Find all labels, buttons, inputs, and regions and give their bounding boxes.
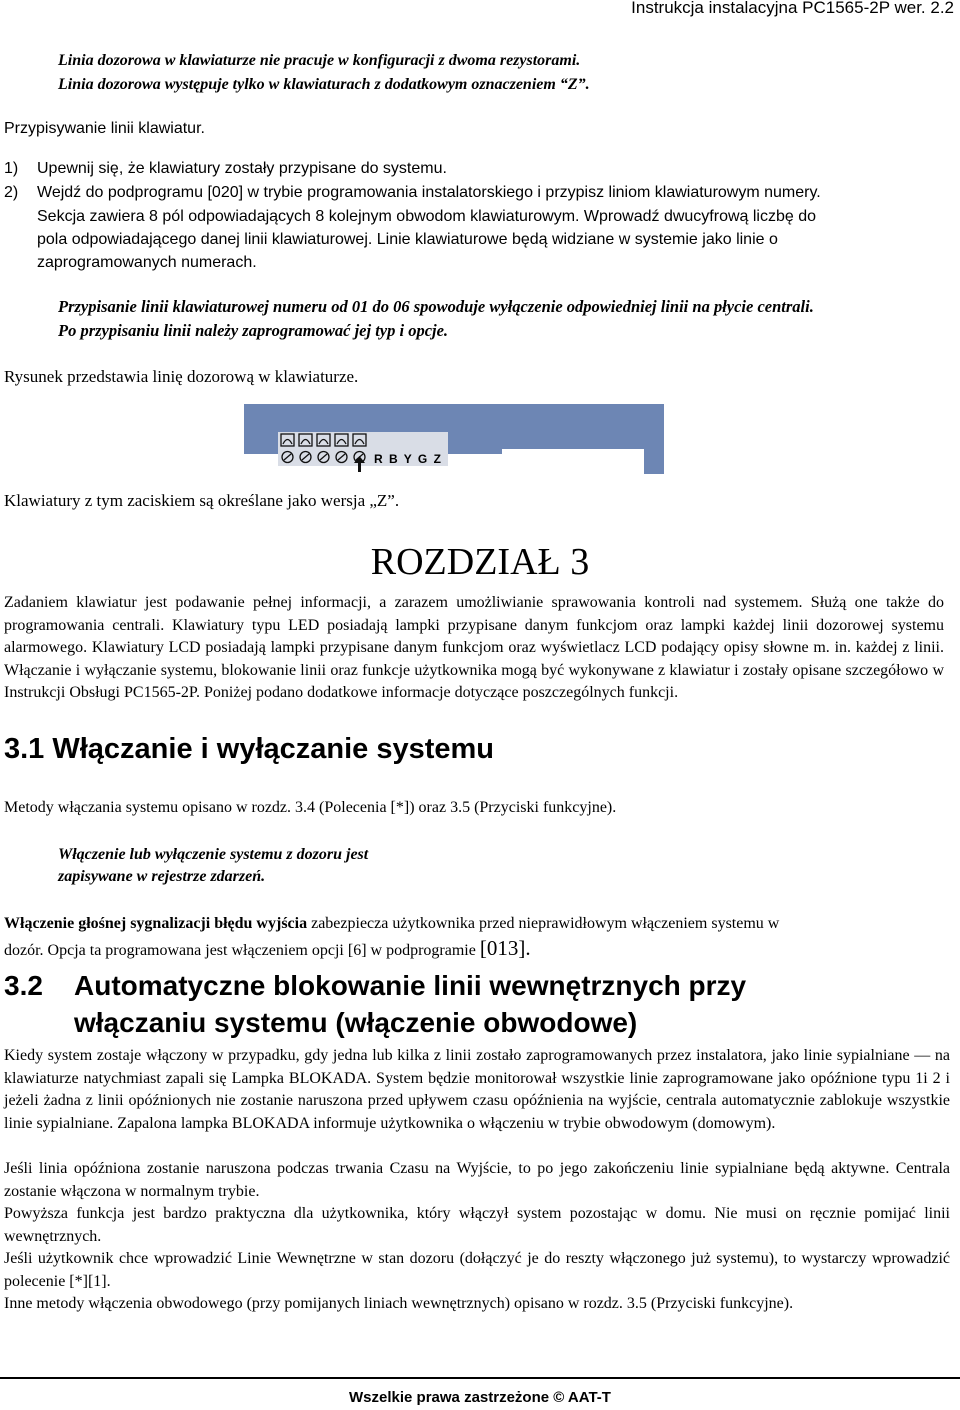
assign-heading: Przypisywanie linii klawiatur. — [4, 120, 205, 137]
footer-copyright: Wszelkie prawa zastrzeżone © AAT-T — [349, 1389, 611, 1406]
step-2-number: 2) — [4, 184, 19, 201]
section-3-2-p4: Jeśli użytkownik chce wprowadzić Linie Wewnętrzne w stan dozoru (dołączyć je do reszty włączonego już systemu), to wystarczy wprowadzić polecenie [*][1]. — [4, 1250, 950, 1290]
step-2-line-1: Wejdź do podprogramu [020] w trybie programowania instalatorskiego i przypisz liniom klawiaturowym numery. — [37, 184, 821, 201]
figure-caption-after: Klawiatury z tym zaciskiem są określane jako wersja „Z”. — [4, 491, 400, 510]
section-3-2-p5: Inne metody włączenia obwodowego (przy pomijanych liniach wewnętrznych) opisano w rozdz. 3.5 (Przyciski funkcyjne). — [4, 1295, 794, 1312]
section-3-1-note-line-1: Włączenie lub wyłączenie systemu z dozoru jest — [58, 846, 369, 863]
note2-line-1: Przypisanie linii klawiaturowej numeru od 01 do 06 spowoduje wyłączenie odpowiedniej linii na płycie centrali. — [58, 297, 814, 316]
section-3-1-note-line-2: zapisywane w rejestrze zdarzeń. — [58, 868, 266, 885]
section-3-1-p2-rest: zabezpiecza użytkownika przed nieprawidłowym włączeniem systemu w — [307, 915, 780, 932]
step-1-text: Upewnij się, że klawiatury zostały przypisane do systemu. — [37, 160, 447, 177]
section-3-2-p1: Kiedy system zostaje włączony w przypadku, gdy jedna lub kilka z linii zostało zaprogramowanych przez instalatora, jako linie sypialniane — na klawiaturze natychmiast zapali się Lampka BLOKADA. System będzie monitorował wszystkie linie zaprogramowane jako opóźnione typu 1i 2 i jeżeli żadna z linii opóźnionych nie zostanie naruszona przed upływem czasu opóźnienia na wyjście, centrala automatycznie zablokuje wszystkie linie sypialniane. Zapalona lampka BLOKADA informuje użytkownika o włączeniu w trybie obwodowym (domowym). — [4, 1047, 950, 1132]
section-3-1-p2-text: dozór. Opcja ta programowana jest włączeniem opcji [6] w podprogramie — [4, 942, 480, 959]
terminal-figure-svg — [244, 404, 664, 474]
section-3-2-number: 3.2 — [4, 970, 43, 1001]
section-3-1-p2-line-2 — [4, 937, 531, 963]
footer-divider — [0, 1377, 960, 1379]
section-3-2-title-line-1: Automatyczne blokowanie linii wewnętrznych przy — [74, 970, 747, 1001]
step-2-line-4: zaprogramowanych numerach. — [37, 254, 257, 271]
figure-caption-before: Rysunek przedstawia linię dozorową w klawiaturze. — [4, 367, 359, 386]
chapter-title: ROZDZIAŁ 3 — [370, 541, 590, 583]
section-3-2-title-line-2: włączaniu systemu (włączenie obwodowe) — [74, 1007, 638, 1038]
terminal-label: R B Y G Z — [374, 452, 443, 466]
chapter-intro: Zadaniem klawiatur jest podawanie pełnej informacji, a zarazem umożliwianie sprawowania kontroli nad systemem. Służą one także do programowania centrali. Klawiatury typu LED posiadają lampki przypisane danym funkcjom oraz lampki każdej linii dozorowej systemu alarmowego. Klawiatury LCD posiadają lampki przypisane danym funkcjom oraz wyświetlacz LCD podający opisy słowne m. in. każdej z linii. Włączanie i wyłączanie systemu, blokowanie linii oraz funkcje użytkownika mogą być wykonywane z klawiatur i zostały opisane szczegółowo w Instrukcji Obsługi PC1565-2P. Poniżej podano dodatkowe informacje dotyczące poszczególnych funkcji. — [4, 594, 944, 701]
note2-line-2: Po przypisaniu linii należy zaprogramować jej typ i opcje. — [58, 321, 449, 340]
step-2-line-2: Sekcja zawiera 8 pól odpowiadających 8 kolejnym obwodom klawiaturowym. Wprowadź dwucyfrową liczbę do — [37, 208, 817, 225]
step-2-line-3: pola odpowiadającego danej linii klawiaturowej. Linie klawiaturowe będą widziane w systemie jako linie o — [37, 231, 778, 248]
note-line-1: Linia dozorowa w klawiaturze nie pracuje w konfiguracji z dwoma rezystorami. — [58, 52, 581, 69]
section-3-2-p2: Jeśli linia opóźniona zostanie naruszona podczas trwania Czasu na Wyjście, to po jego zakończeniu linie sypialniane będą aktywne. Centrala zostanie włączona w normalnym trybie. — [4, 1160, 950, 1200]
step-1-number: 1) — [4, 160, 19, 177]
note-line-2: Linia dozorowa występuje tylko w klawiaturach z dodatkowym oznaczeniem “Z”. — [58, 76, 590, 93]
keypad-terminal-figure — [244, 404, 664, 479]
page-header: Instrukcja instalacyjna PC1565-2P wer. 2.2 — [631, 0, 954, 17]
section-3-1-p2-line-1 — [4, 913, 954, 936]
subprogram-code: [013]. — [479, 936, 531, 960]
section-3-1-title: 3.1 Włączanie i wyłączanie systemu — [4, 733, 495, 765]
section-3-1-p1: Metody włączania systemu opisano w rozdz. 3.4 (Polecenia [*]) oraz 3.5 (Przyciski funkcyjne). — [4, 799, 617, 816]
section-3-1-p2-bold: Włączenie głośnej sygnalizacji błędu wyjścia — [4, 915, 308, 932]
section-3-2-p3: Powyższa funkcja jest bardzo praktyczna dla użytkownika, który włączył system pozostając w domu. Nie musi on ręcznie pomijać linii wewnętrznych. — [4, 1205, 950, 1245]
